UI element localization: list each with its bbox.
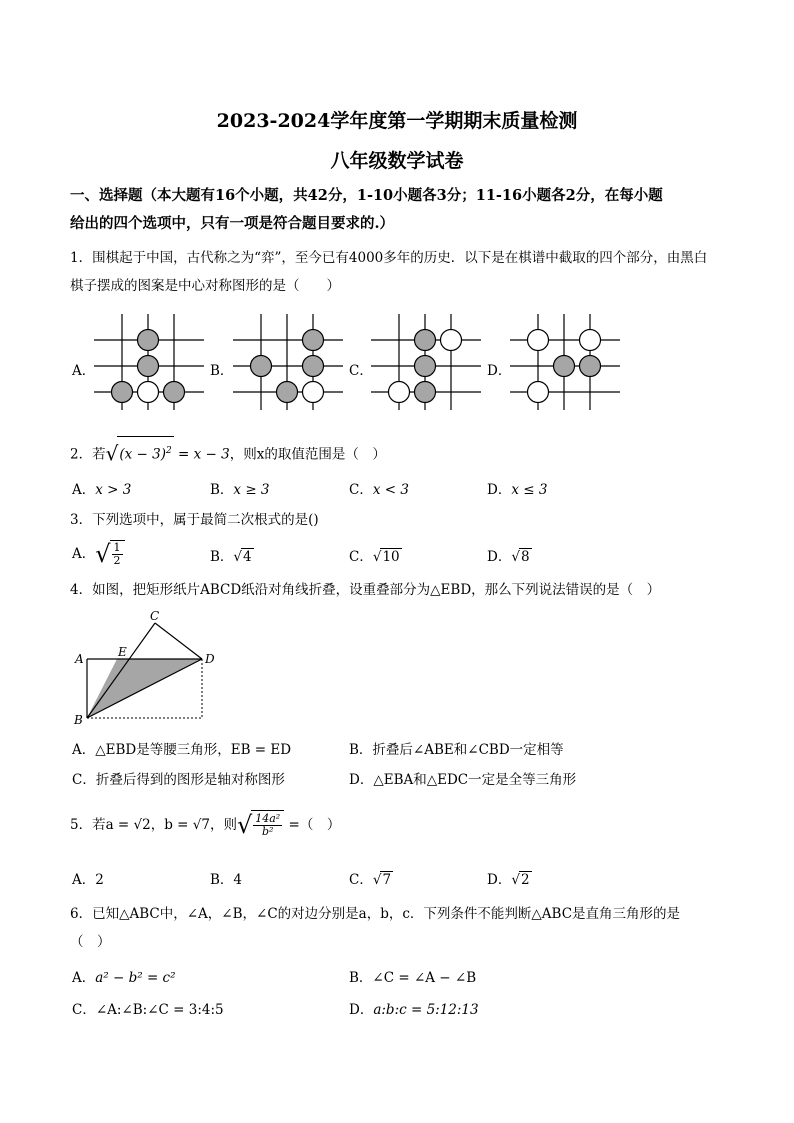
point-e-label: E: [118, 645, 127, 659]
q1-stem-line2: 棋子摆成的图案是中心对称图形的是（ ）: [70, 278, 340, 294]
q6-option-c: C．∠A:∠B:∠C = 3:4:5: [72, 1002, 224, 1018]
q3-option-d: D．√8: [487, 549, 530, 565]
q1-go-board-c: [371, 312, 481, 412]
q3-option-c: C．√10: [349, 549, 400, 565]
q4-option-d: D．△EBA和△EDC一定是全等三角形: [349, 772, 577, 788]
point-b-label: B: [74, 713, 83, 727]
gray-stone: [415, 382, 436, 403]
q5-option-c: C．√7: [349, 872, 392, 888]
q2-option-b: B．x ≥ 3: [210, 482, 270, 498]
q6-option-a: A．a² − b² = c²: [72, 970, 176, 986]
gray-stone: [303, 330, 324, 351]
white-stone: [138, 382, 159, 403]
white-stone: [441, 330, 462, 351]
q1-stem-line1: 1．围棋起于中国，古代称之为“弈”，至今已有4000多年的历史．以下是在棋谱中截取的四个部分，由黑白: [70, 250, 708, 266]
q4-stem: 4．如图，把矩形纸片ABCD纸沿对角线折叠，设重叠部分为△EBD，那么下列说法错误的是（ ）: [70, 582, 661, 598]
gray-stone: [303, 356, 324, 377]
q5-option-d: D．√2: [487, 872, 530, 888]
point-d-label: D: [205, 652, 215, 666]
q6-stem-line1: 6．已知△ABC中，∠A，∠B，∠C的对边分别是a，b，c．下列条件不能判断△ABC是直角三角形的是: [70, 906, 681, 922]
exam-title: 2023-2024学年度第一学期期末质量检测: [216, 110, 578, 132]
q6-option-d: D．a:b:c = 5:12:13: [349, 1002, 479, 1018]
q6-stem-line2: （ ）: [70, 934, 111, 950]
white-stone: [528, 382, 549, 403]
q5-option-a: A．2: [72, 872, 104, 888]
gray-stone: [138, 330, 159, 351]
gray-stone: [251, 356, 272, 377]
gray-stone: [415, 356, 436, 377]
point-a-label: A: [75, 652, 84, 666]
point-c-label: C: [150, 609, 160, 623]
white-stone: [528, 330, 549, 351]
q5-stem: 5．若a = √2，b = √7，则√ $\frac{\text{14a²}}{\text{b²}}$ =（ ）: [70, 811, 341, 839]
q2-option-a: A．x > 3: [72, 482, 132, 498]
section-heading-line1: 一、选择题（本大题有16个小题，共42分，1-10小题各3分；11-16小题各2分，在每小题: [70, 187, 663, 204]
q2-option-c: C．x < 3: [349, 482, 409, 498]
q4-option-c: C．折叠后得到的图形是轴对称图形: [72, 772, 285, 788]
q1-go-board-b: [233, 312, 343, 412]
q1-label-d: D．: [487, 363, 512, 379]
gray-stone: [415, 330, 436, 351]
q5-option-b: B．4: [210, 872, 243, 888]
q3-stem: 3．下列选项中，属于最简二次根式的是(): [70, 512, 319, 528]
white-stone: [389, 382, 410, 403]
q1-label-c: C．: [349, 363, 373, 379]
white-stone: [580, 330, 601, 351]
gray-stone: [112, 382, 133, 403]
white-stone: [303, 382, 324, 403]
q1-go-board-d: [510, 312, 620, 412]
q6-option-b: B．∠C = ∠A − ∠B: [349, 970, 477, 986]
gray-stone: [277, 382, 298, 403]
q4-option-b: B．折叠后∠ABE和∠CBD一定相等: [349, 742, 564, 758]
q3-option-b: B．√4: [210, 549, 252, 565]
q1-label-a: A．: [72, 363, 96, 379]
section-heading-line2: 给出的四个选项中，只有一项是符合题目要求的.）: [70, 215, 395, 232]
q4-option-a: A．△EBD是等腰三角形，EB = ED: [72, 742, 292, 758]
gray-stone: [580, 356, 601, 377]
exam-subtitle: 八年级数学试卷: [330, 150, 464, 172]
gray-stone: [138, 356, 159, 377]
q1-label-b: B．: [210, 363, 234, 379]
q2-option-d: D．x ≤ 3: [487, 482, 548, 498]
gray-stone: [164, 382, 185, 403]
gray-stone: [554, 356, 575, 377]
q3-option-a: A．√ $\frac{1}{2}$: [72, 540, 125, 568]
q2-stem: 2．若$√(x - 3)^2 = x - 3$，则x的取值范围是（ ）: [70, 436, 730, 469]
q1-go-board-a: [94, 312, 204, 412]
q4-fold-diagram: [70, 606, 230, 730]
